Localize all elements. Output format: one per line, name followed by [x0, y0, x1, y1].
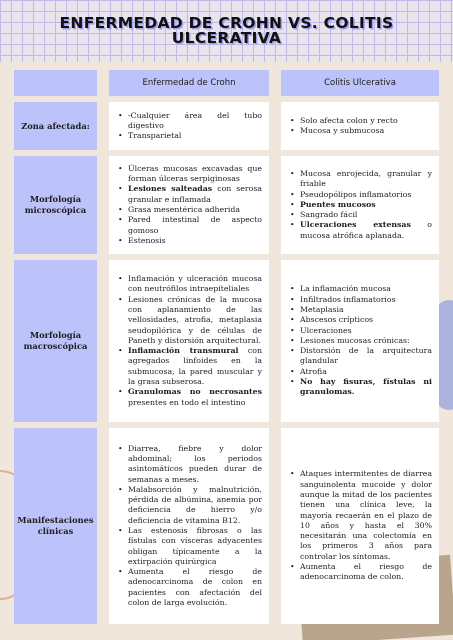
list-item: • Mucosa enrojecida, granular y friable: [288, 169, 432, 190]
list-item: • Estenosis: [116, 236, 262, 246]
list-item: • Malabsorción y malnutrición, pérdida de albúmina, anemia por deficiencia de hierro y/o deficiencia de vitamina B12.: [116, 485, 262, 526]
list-item: • Grasa mesentérica adherida: [116, 205, 262, 215]
header-empty: [14, 70, 97, 96]
text: con serosa granular e inflamada: [128, 184, 262, 204]
bold-text: Granulomas no necrosantes: [128, 387, 262, 397]
list-item: • Abscesos crípticos: [288, 315, 432, 325]
list-item: • Mucosa y submucosa: [288, 126, 432, 136]
micro-crohn-cell: [109, 156, 269, 254]
zona-colitis-cell: [281, 102, 439, 150]
row-label-clinicas: Manifestaciones clínicas: [14, 428, 97, 624]
text: con agregados linfoides en la submucosa, la pared muscular y la grasa subserosa.: [128, 346, 262, 387]
bold-text: Puentes mucosos: [300, 199, 376, 209]
list-item: • Solo afecta colon y recto: [288, 116, 432, 126]
list-item: • Aumenta el riesgo de adenocarcinoma de colon en pacientes con afectación del colon de larga evolución.: [116, 567, 262, 608]
row-label-macro: Morfología macroscópica: [14, 260, 97, 422]
list-item: • Aumenta el riesgo de adenocarcinoma de colon.: [288, 562, 432, 583]
micro-colitis-cell: [281, 156, 439, 254]
list-item: • Úlceras mucosas excavadas que forman úlceras serpiginosas: [116, 164, 262, 185]
header-colitis: Colitis Ulcerativa: [281, 70, 439, 96]
bold-text: Ulceraciones extensas: [300, 220, 411, 230]
bold-text: Inflamación transmural: [128, 346, 239, 356]
list-item: [116, 346, 262, 387]
list-item: • Diarrea, fiebre y dolor abdominal; los periodos asintomáticos pueden durar de semanas a meses.: [116, 444, 262, 485]
list-item: [288, 220, 432, 241]
comparison-table: [14, 70, 439, 620]
list-item: • Ataques intermitentes de diarrea sanguinolenta mucoide y dolor aunque la mitad de los pacientes tienen una clínica leve, la mayoría recaerán en el plazo de 10 años y hasta el 30% necesitarán una colectomía en los primeros 3 años para controlar los síntomas.: [288, 469, 432, 562]
clinicas-colitis-cell: [281, 428, 439, 624]
text: o mucosa atrófica aplanada.: [300, 220, 432, 240]
page-title: ENFERMEDAD DE CROHN VS. COLITIS ULCERATIVA: [59, 14, 394, 47]
zona-crohn-cell: [109, 102, 269, 150]
row-label-zona: Zona afectada:: [14, 102, 97, 150]
list-item: • Pseudopólipos inflamatorios: [288, 190, 432, 200]
bold-text: Lesiones salteadas: [128, 184, 213, 194]
list-item: • Pared intestinal de aspecto gomoso: [116, 215, 262, 236]
bold-text: No hay fisuras, fístulas ni granulomas.: [300, 377, 432, 397]
header-crohn: Enfermedad de Crohn: [109, 70, 269, 96]
list-item: [288, 200, 432, 210]
macro-crohn-cell: [109, 260, 269, 422]
list-item: • Inflamación y ulceración mucosa con neutrófilos intraepiteliales: [116, 274, 262, 295]
list-item: • La inflamación mucosa: [288, 284, 432, 294]
list-item: [116, 387, 262, 408]
list-item: • Lesiones mucosas crónicas:: [288, 336, 432, 346]
clinicas-crohn-cell: [109, 428, 269, 624]
list-item: • Metaplasia: [288, 305, 432, 315]
list-item: • Transparietal: [116, 131, 262, 141]
list-item: • Atrofia: [288, 367, 432, 377]
list-item: • Distorsión de la arquitectura glandular: [288, 346, 432, 367]
list-item: [288, 377, 432, 398]
row-label-micro: Morfología microscópica: [14, 156, 97, 254]
list-item: • Sangrado fácil: [288, 210, 432, 220]
macro-colitis-cell: [281, 260, 439, 422]
list-item: • Las estenosis fibrosas o las fístulas con vísceras adyacentes obligan típicamente a la extirpación quirúrgica: [116, 526, 262, 567]
list-item: • Lesiones crónicas de la mucosa con aplanamiento de las vellosidades, atrofia, metaplasia seudopilórica y de células de Paneth y distorsión arquitectural.: [116, 295, 262, 346]
list-item: • Infiltrados inflamatorios: [288, 295, 432, 305]
list-item: • Ulceraciones: [288, 326, 432, 336]
list-item: • -Cualquier área del tubo digestivo: [116, 111, 262, 132]
list-item: [116, 184, 262, 205]
text: presentes en todo el intestino: [128, 397, 246, 407]
